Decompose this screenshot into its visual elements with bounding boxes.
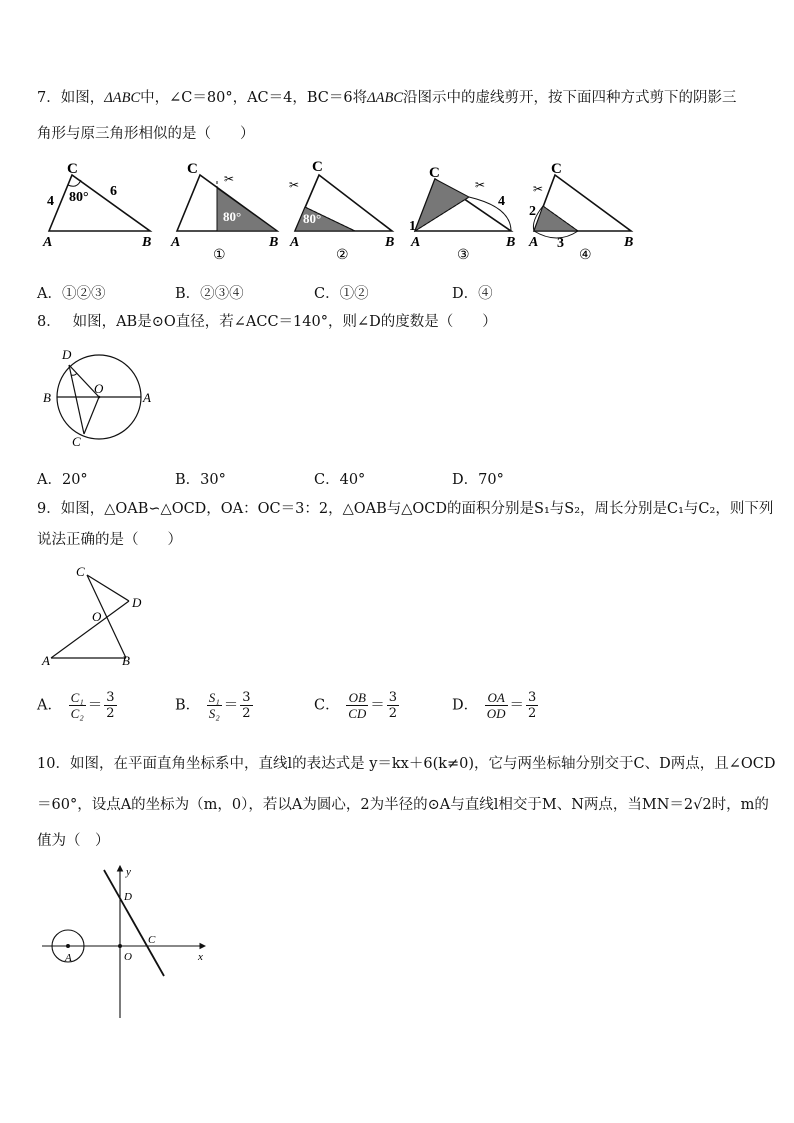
q9-label-a: A [42, 653, 50, 668]
q7-figure-3 [409, 165, 515, 263]
q9-option-c[interactable]: C． $\frac{OB}{CD}$ ＝ $\frac{3}{2}$ [314, 690, 398, 721]
q7-fig1-label-b: B [269, 235, 279, 250]
q9-label-d: D [132, 595, 142, 610]
q7-fig2-label-c: C [312, 159, 323, 175]
q10-line3: 值为（ ） [37, 833, 110, 849]
q9-label-o: O [92, 609, 102, 624]
q9-option-a[interactable]: A． $\frac{\text{C₁}}{\text{C₂}}$ ＝ $\frac{3}{2}$ [37, 690, 115, 721]
fraction-den: CD [348, 706, 367, 721]
q7-fig2-label-b: B [385, 235, 395, 250]
fraction-den: C₂ [70, 706, 84, 721]
fraction-den: OD [486, 706, 506, 721]
q7-fig2-angle: 80° [303, 211, 322, 226]
q7-fig1-label-c: C [187, 161, 198, 177]
q10-coordinate-figure [40, 862, 220, 1022]
fraction-num: C₁ [70, 690, 84, 705]
q9-option-d-label: D． [452, 697, 479, 714]
q7-fig4-label-b: B [624, 235, 634, 250]
q10-label-c: C [148, 934, 156, 946]
fraction [346, 690, 368, 721]
q7-main-side-6: 6 [110, 184, 117, 199]
q8-label-b: B [43, 390, 51, 405]
q8-circle-figure [40, 345, 160, 450]
q10-label-a: A [65, 952, 72, 964]
q7-fig4-number: ④ [579, 248, 592, 263]
q7-text-b: 中，∠C＝80°，AC＝4，BC＝6将 [140, 90, 368, 106]
q7-main-label-a: A [43, 235, 53, 250]
q8-label-o: O [94, 381, 104, 396]
q8-label-a: A [143, 390, 151, 405]
fraction-num: 3 [388, 690, 398, 705]
q7-main-angle: 80° [69, 190, 89, 205]
fraction [104, 690, 116, 721]
q7-fig1-label-a: A [171, 235, 181, 250]
fraction-num: S₁ [208, 690, 220, 705]
q7-text-a: 7．如图， [37, 90, 105, 106]
q7-figure-1 [170, 161, 278, 263]
q7-fig3-one: 1 [409, 219, 416, 234]
q10-line1: 10．如图，在平面直角坐标系中，直线l的表达式是 y＝kx＋6(k≠0)，它与两坐标轴分别交于C、D两点，且∠OCD [37, 756, 776, 772]
fraction-den: S₂ [208, 706, 220, 721]
q7-fig4-three: 3 [557, 236, 564, 251]
scissors-icon: ✂ [224, 172, 235, 186]
q8-label-c: C [72, 434, 81, 449]
q9-label-b: B [122, 653, 130, 668]
fraction-den: 2 [106, 706, 115, 721]
q7-option-c[interactable]: C．①② [314, 286, 369, 302]
q9-option-a-label: A． [37, 697, 62, 714]
q7-figure-4 [528, 161, 633, 263]
q7-triangle-ref-2: ΔABC [367, 90, 404, 106]
q9-line1: 9．如图，△OAB∽△OCD，OA：OC＝3：2，△OAB与△OCD的面积分别是S₁与S₂，周长分别是C₁与C₂，则下列 [37, 501, 774, 517]
q10-label-d: D [124, 891, 132, 903]
fraction [387, 690, 399, 721]
fraction-num: 3 [242, 690, 251, 705]
q7-main-label-b: B [142, 235, 152, 250]
q9-options [37, 690, 757, 730]
fraction-den: 2 [242, 706, 251, 721]
q9-label-c: C [76, 564, 85, 579]
fraction-num: 3 [106, 690, 115, 705]
q10-label-y: y [126, 866, 131, 878]
q9-similar-triangles-figure [40, 565, 160, 670]
q7-main-label-c: C [67, 161, 78, 177]
q7-fig3-four: 4 [498, 194, 505, 209]
q7-fig3-label-c: C [429, 165, 440, 181]
q7-fig1-number: ① [213, 248, 226, 263]
fraction-num: OA [485, 690, 508, 706]
fraction [207, 690, 222, 721]
q7-line2: 角形与原三角形相似的是（ ） [37, 126, 255, 142]
fraction [485, 690, 508, 721]
scissors-icon: ✂ [533, 182, 544, 196]
q8-option-a[interactable]: A．20° [37, 472, 88, 488]
q7-triangle-ref: ΔABC [104, 90, 141, 106]
fraction-num: 3 [528, 690, 537, 705]
fraction [69, 690, 86, 721]
q7-fig4-label-a: A [529, 235, 539, 250]
q7-fig1-angle: 80° [223, 209, 242, 224]
q9-option-c-label: C． [314, 697, 340, 714]
q7-option-b[interactable]: B．②③④ [175, 286, 244, 302]
fraction [526, 690, 538, 721]
q9-option-b[interactable]: B． $\frac{\text{S₁}}{\text{S₂}}$ ＝ $\frac{3}{2}$ [175, 690, 251, 721]
q8-option-c[interactable]: C．40° [314, 472, 366, 488]
fraction-den: 2 [528, 706, 537, 721]
q7-line1 [37, 88, 737, 108]
q7-fig3-number: ③ [457, 248, 470, 263]
q10-line2: ＝60°，设点A的坐标为（m，0），若以A为圆心，2为半径的⊙A与直线l相交于M、N两点，当MN＝2√2时，m的 [37, 797, 769, 813]
fraction [240, 690, 252, 721]
q7-option-d[interactable]: D．④ [452, 286, 493, 302]
q7-main-triangle [42, 161, 151, 250]
q7-fig2-label-a: A [290, 235, 300, 250]
q8-text: 8． 如图，AB是⊙O直径，若∠ACC＝140°，则∠D的度数是（ ） [37, 314, 497, 330]
q7-figures [37, 155, 757, 265]
q7-fig3-label-b: B [506, 235, 516, 250]
scissors-icon: ✂ [289, 178, 300, 192]
q7-option-a[interactable]: A．①②③ [37, 286, 106, 302]
q10-label-x: x [198, 951, 203, 963]
q8-option-d[interactable]: D．70° [452, 472, 504, 488]
q7-fig4-two: 2 [529, 204, 536, 219]
q9-option-d[interactable]: D． $\frac{OA}{OD}$ ＝ $\frac{3}{2}$ [452, 690, 537, 721]
q7-figure-2 [289, 159, 394, 263]
q7-fig3-label-a: A [411, 235, 421, 250]
q10-label-o: O [124, 951, 132, 963]
q7-fig2-number: ② [336, 248, 349, 263]
fraction-den: 2 [388, 706, 398, 721]
q7-text-d: 沿图示中的虚线剪开，按下面四种方式剪下的阴影三 [403, 90, 737, 106]
q8-label-d: D [62, 347, 72, 362]
scissors-icon: ✂ [475, 178, 486, 192]
q7-fig4-label-c: C [551, 161, 562, 177]
q7-main-side-4: 4 [47, 194, 54, 209]
q8-option-b[interactable]: B．30° [175, 472, 226, 488]
q9-line2: 说法正确的是（ ） [37, 532, 182, 548]
fraction-num: OB [346, 690, 368, 706]
q9-option-b-label: B． [175, 697, 201, 714]
